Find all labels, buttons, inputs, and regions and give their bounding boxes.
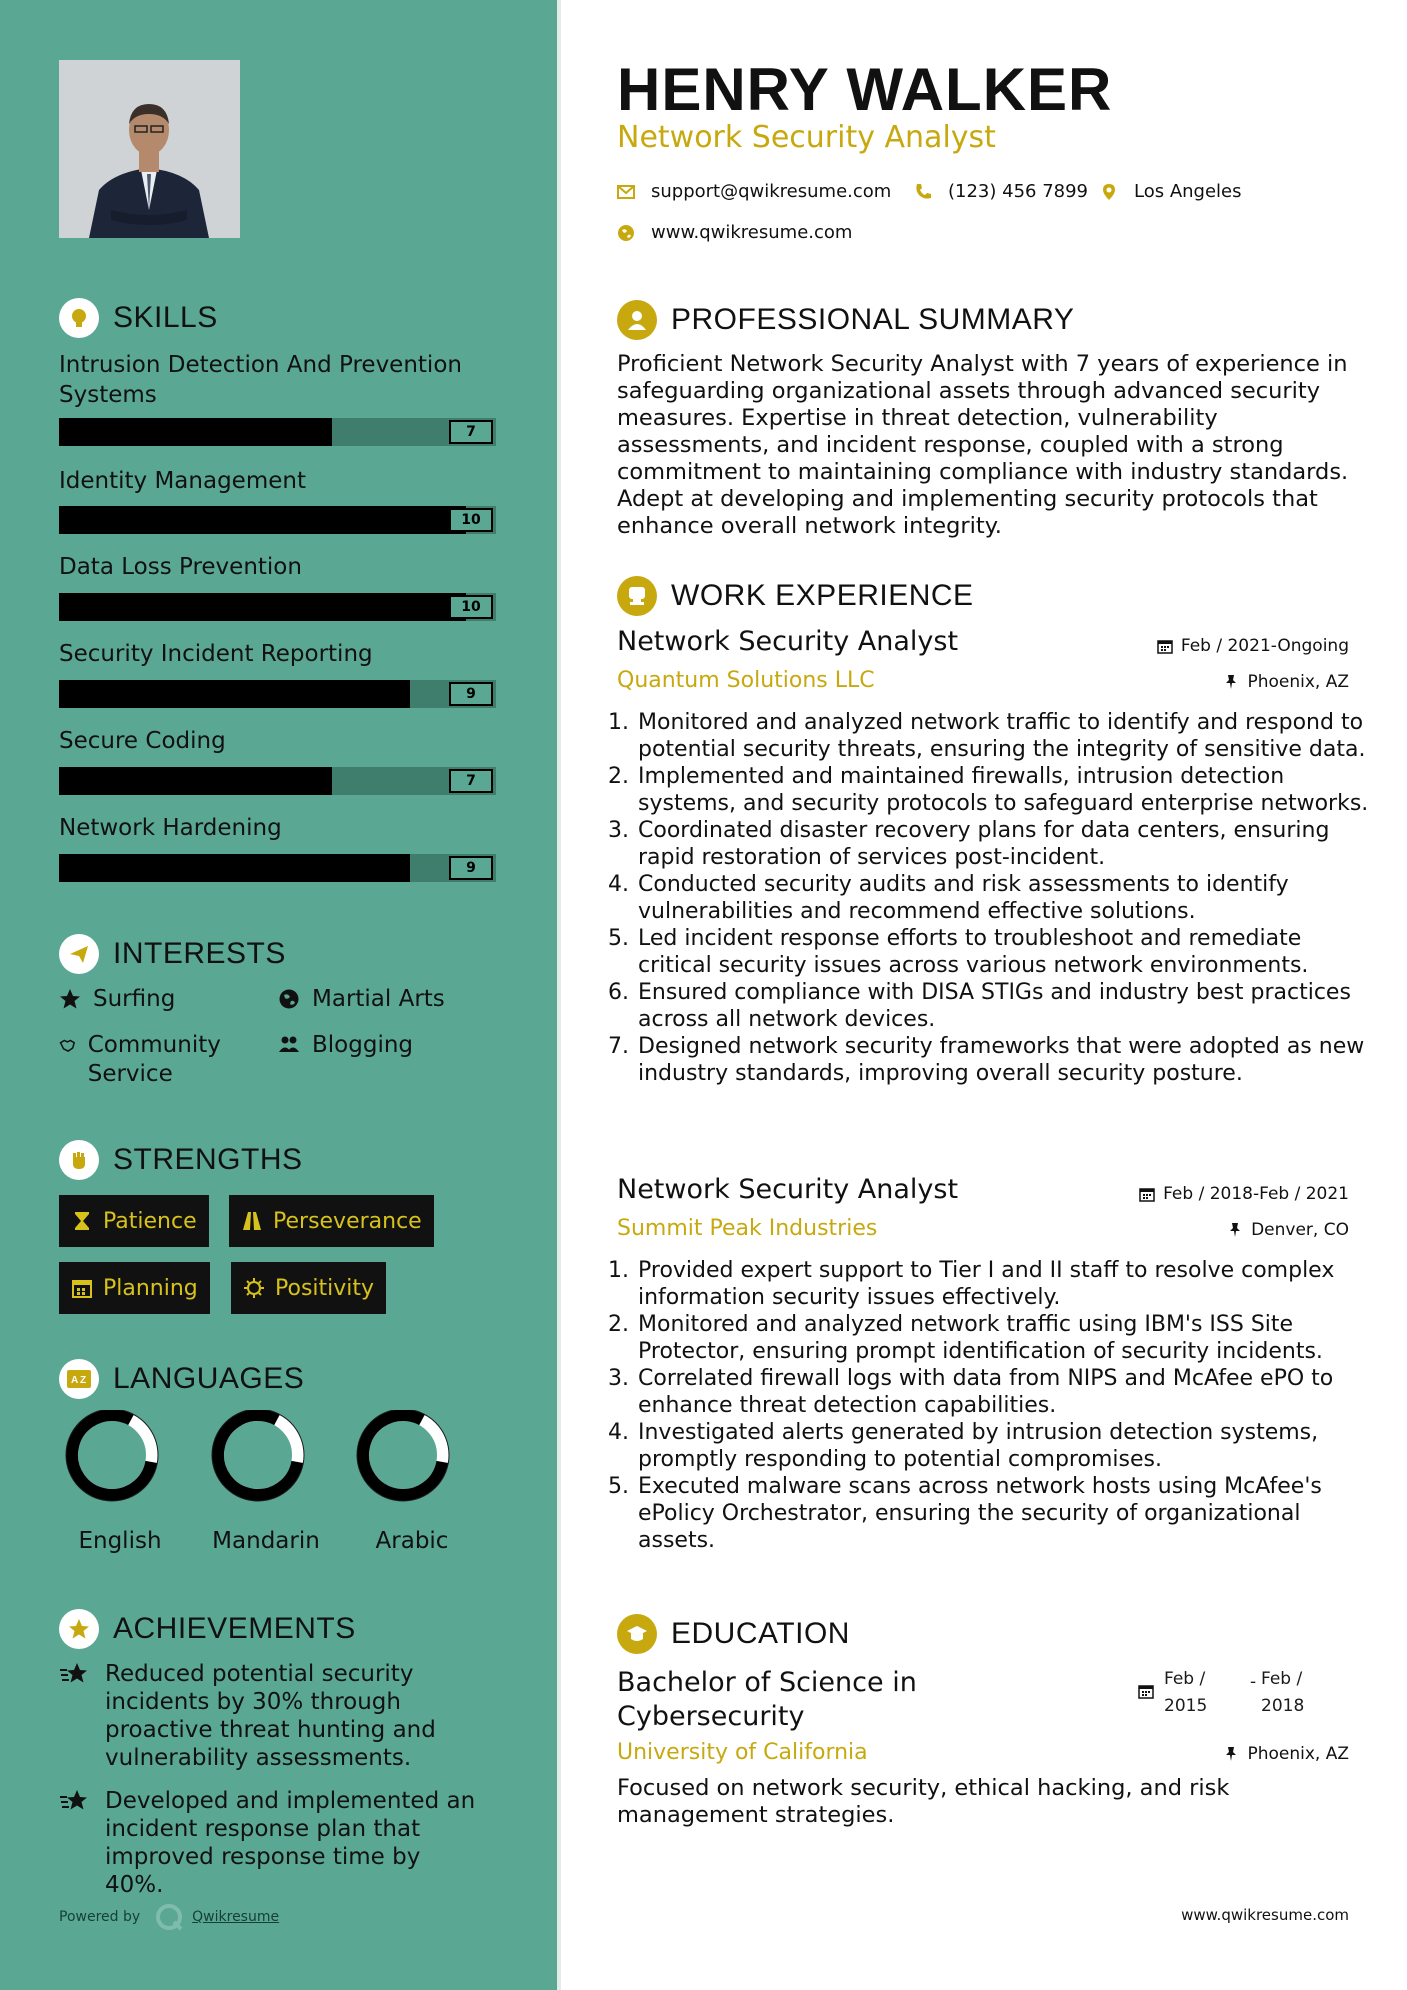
column-divider [557, 0, 561, 1990]
language-label: Mandarin [212, 1528, 320, 1554]
envelope-icon [617, 183, 635, 201]
profile-photo [59, 60, 240, 238]
skill-label: Secure Coding [59, 728, 226, 754]
road-icon [241, 1210, 263, 1232]
star-icon [59, 988, 81, 1010]
interest-item [278, 985, 478, 1014]
duty-item: 3. Coordinated disaster recovery plans for data centers, ensuring rapid restoration of services post-incident. [636, 817, 1376, 871]
education-location-text: Phoenix, AZ [1247, 1744, 1349, 1764]
interest-label: Surfing [93, 986, 176, 1012]
language-ring [212, 1410, 305, 1501]
skill-label: Network Hardening [59, 815, 282, 841]
duty-item: 7. Designed network security frameworks that were adopted as new industry standards, improving overall security posture. [636, 1033, 1376, 1087]
job-title: Network Security Analyst [617, 626, 959, 657]
skill-bar [59, 418, 496, 446]
language-ring [66, 1410, 159, 1501]
contact-email[interactable] [617, 181, 891, 202]
job-location-text: Phoenix, AZ [1247, 672, 1349, 692]
job-duties-list [612, 1257, 1376, 1554]
achievement-item [59, 1787, 479, 1899]
globe-icon [278, 988, 300, 1010]
language-ring [357, 1410, 450, 1501]
job-dates-text: Feb / 2021-Ongoing [1180, 636, 1349, 656]
skill-score: 7 [449, 420, 493, 444]
sun-icon [243, 1277, 265, 1299]
phone-icon [914, 183, 932, 201]
handshake-icon [59, 1034, 76, 1056]
briefcase-icon [617, 576, 657, 616]
strength-tag [59, 1195, 209, 1247]
strength-tag [59, 1262, 210, 1314]
job-dates [1157, 636, 1349, 656]
education-description: Focused on network security, ethical hacking, and risk management strategies. [617, 1775, 1230, 1828]
interest-item [278, 1031, 478, 1060]
experience-section-header [617, 576, 974, 616]
language-label: Arabic [375, 1528, 449, 1554]
skill-bar [59, 680, 496, 708]
company-name: Summit Peak Industries [617, 1216, 878, 1241]
paper-plane-icon [59, 934, 99, 974]
duty-item: 6. Ensured compliance with DISA STIGs and industry best practices across all network devices. [636, 979, 1376, 1033]
company-name: Quantum Solutions LLC [617, 668, 875, 693]
skill-label: Intrusion Detection And Prevention Systems [59, 352, 462, 408]
achievements-section-header [59, 1609, 356, 1649]
strength-label: Planning [103, 1275, 198, 1301]
skill-score: 9 [449, 856, 493, 880]
duty-item: 5. Led incident response efforts to troubleshoot and remediate critical security issues across various network environments. [636, 925, 1376, 979]
strength-tag [231, 1262, 386, 1314]
strength-label: Positivity [275, 1275, 375, 1301]
interest-label: Blogging [312, 1032, 414, 1058]
duty-item: 2. Monitored and analyzed network traffic using IBM's ISS Site Protector, ensuring prompt identification of security incidents. [636, 1311, 1376, 1365]
map-marker-icon [1100, 183, 1118, 201]
calendar-icon [1139, 1186, 1155, 1202]
calendar-icon [1157, 638, 1173, 654]
qwikresume-logo-icon [154, 1902, 184, 1932]
skills-section-header [59, 298, 218, 338]
duty-item: 1. Monitored and analyzed network traffic to identify and respond to potential security threats, ensuring the integrity of sensitive data. [636, 709, 1376, 763]
interests-heading: INTERESTS [113, 937, 286, 970]
job-location [1223, 672, 1349, 692]
skill-bar [59, 854, 496, 882]
location-text: Los Angeles [1134, 181, 1242, 202]
skill-label: Data Loss Prevention [59, 554, 302, 580]
date-separator: - [1250, 1672, 1257, 1692]
svg-text:A: A [71, 1375, 79, 1386]
duty-item: 2. Implemented and maintained firewalls, intrusion detection systems, and security protocols to safeguard enterprise networks. [636, 763, 1376, 817]
skill-bar [59, 506, 496, 534]
calendar-icon [71, 1277, 93, 1299]
job-title: Network Security Analyst [617, 1174, 959, 1205]
duty-item: 5. Executed malware scans across network hosts using McAfee's ePolicy Orchestrator, ensuring the security of organizational assets. [636, 1473, 1376, 1554]
candidate-title: Network Security Analyst [617, 120, 996, 155]
user-icon [617, 300, 657, 340]
users-icon [278, 1034, 300, 1056]
education-heading: EDUCATION [671, 1617, 850, 1650]
strength-label: Perseverance [273, 1208, 422, 1234]
skill-score: 9 [449, 682, 493, 706]
skills-heading: SKILLS [113, 301, 218, 334]
skill-score: 7 [449, 769, 493, 793]
language-label: English [78, 1528, 162, 1554]
graduation-cap-icon [617, 1614, 657, 1654]
candidate-name: HENRY WALKER [617, 56, 1113, 123]
contact-phone[interactable] [914, 181, 1088, 202]
interest-label: Community Service [87, 1032, 221, 1087]
strength-tag [229, 1195, 434, 1247]
achievement-text: Developed and implemented an incident response plan that improved response time by 40%. [105, 1788, 476, 1898]
fist-icon [59, 1140, 99, 1180]
calendar-icon [1138, 1683, 1154, 1699]
email-text: support@qwikresume.com [651, 181, 892, 202]
svg-text:Z: Z [80, 1375, 87, 1386]
education-section-header [617, 1614, 850, 1654]
contact-location [1100, 181, 1242, 202]
footer-website[interactable]: www.qwikresume.com [1181, 1906, 1349, 1924]
skill-bar [59, 767, 496, 795]
strength-label: Patience [103, 1208, 197, 1234]
trophy-star-icon [59, 1787, 93, 1817]
duty-item: 4. Conducted security audits and risk assessments to identify vulnerabilities and recommend effective solutions. [636, 871, 1376, 925]
education-start-date: Feb / 2015 [1164, 1669, 1208, 1716]
duty-item: 3. Correlated firewall logs with data from NIPS and McAfee ePO to enhance threat detection capabilities. [636, 1365, 1376, 1419]
language-rings [0, 1410, 557, 1520]
skill-score: 10 [449, 508, 493, 532]
powered-by-label: Powered by [59, 1909, 141, 1925]
summary-section-header [617, 300, 1074, 340]
website-text: www.qwikresume.com [651, 222, 853, 243]
strengths-heading: STRENGTHS [113, 1143, 303, 1176]
duty-item: 1. Provided expert support to Tier I and II staff to resolve complex information security issues effectively. [636, 1257, 1376, 1311]
skill-bar [59, 593, 496, 621]
hourglass-icon [71, 1210, 93, 1232]
strengths-section-header [59, 1140, 303, 1180]
language-icon [59, 1359, 99, 1399]
pushpin-icon [1223, 1746, 1239, 1762]
school-name: University of California [617, 1740, 868, 1765]
languages-heading: LANGUAGES [113, 1362, 305, 1395]
summary-heading: PROFESSIONAL SUMMARY [671, 303, 1075, 336]
skill-label: Identity Management [59, 468, 306, 494]
star-badge-icon [59, 1609, 99, 1649]
summary-text: Proficient Network Security Analyst with 7 years of experience in safeguarding organizational assets through advanced security measures. Expertise in threat detection, vulnerability assessments, and incident response, coupled with a strong commitment to maintaining compliance with industry standards. Adept at developing and implementing security protocols that enhance overall network integrity. [617, 351, 1349, 539]
achievement-text: Reduced potential security incidents by 30% through proactive threat hunting and vulnerability assessments. [105, 1661, 436, 1771]
job-location-text: Denver, CO [1251, 1220, 1349, 1240]
contact-website[interactable] [617, 222, 852, 243]
degree-title: Bachelor of Science in Cybersecurity [617, 1667, 917, 1732]
interest-item [59, 985, 259, 1014]
interest-item [59, 1031, 259, 1089]
achievements-heading: ACHIEVEMENTS [113, 1612, 356, 1645]
trophy-star-icon [59, 1660, 93, 1690]
job-dates [1139, 1184, 1349, 1204]
qwikresume-link[interactable]: Qwikresume [192, 1909, 280, 1925]
duty-item: 4. Investigated alerts generated by intrusion detection systems, promptly responding to potential compromises. [636, 1419, 1376, 1473]
interests-section-header [59, 934, 286, 974]
job-location [1227, 1220, 1349, 1240]
interest-label: Martial Arts [312, 986, 445, 1012]
pushpin-icon [1223, 674, 1239, 690]
achievement-item [59, 1660, 479, 1772]
job-duties-list [612, 709, 1376, 1087]
education-end-date: Feb / 2018 [1261, 1669, 1305, 1716]
powered-by [59, 1902, 279, 1932]
education-location [1223, 1744, 1349, 1764]
languages-section-header [59, 1359, 304, 1399]
globe-icon [617, 224, 635, 242]
lightbulb-icon [59, 298, 99, 338]
phone-text: (123) 456 7899 [948, 181, 1089, 202]
experience-heading: WORK EXPERIENCE [671, 579, 974, 612]
pushpin-icon [1227, 1222, 1243, 1238]
skill-label: Security Incident Reporting [59, 641, 373, 667]
job-dates-text: Feb / 2018-Feb / 2021 [1163, 1184, 1349, 1204]
skill-score: 10 [449, 595, 493, 619]
